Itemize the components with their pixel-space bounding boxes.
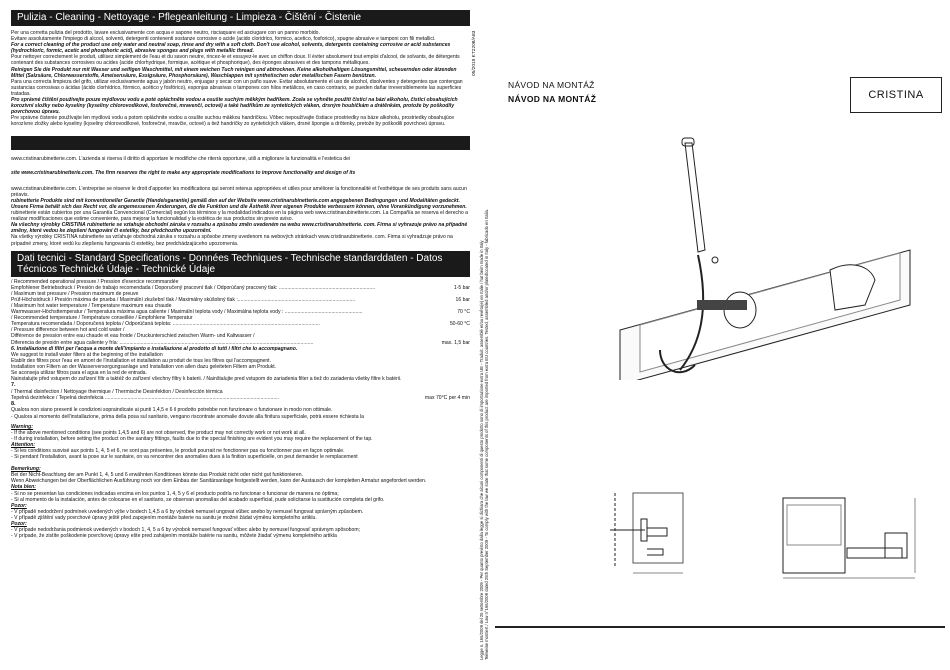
warning-heading: Pozor: [11,502,27,509]
warning-line: - V prípade, že zistíte poškodenie povrchovej úpravy ešte pred zahájením montáže batérie na sanitu, môžete žiadať výmenu kompletného artikla [11,533,337,540]
dark-label-bar [697,300,747,310]
spec-label: Différence de pression entre eau chaude et eau froide / Druckunterschied zwischen Warm- und Kaltwasser / [11,333,255,340]
warranty-paragraph: Na všechny výrobky CRISTINA rubinetterie se vztahuje obchodní záruka v rozsahu a způsobu změn uvedeném na webu www.cristinarubinetterie. com. Firma si vyhrazuje právo na případné změny, které vedou ke zlepšení fungování či estetiky, bez předchozího upozornění. [11,222,468,235]
warning-heading: Attention: [11,441,36,448]
cleaning-paragraph: Pour nettoyer correctement le produit, utilisez simplement de l'eau et du savon neutre, rincez-le et essuyez-le avec un chiffon doux. Il éviter absolument tout emploi d'alcool, de solvants, de détergents contenant des substances corrosives ou acides (acide chlorhydrique, formique, acétique et phosphorique), des éponges abrasives et des tampons métalliques. [11,54,460,67]
warning-heading: Warning: [11,423,33,430]
warning-block [11,466,470,484]
filter-line: We suggest to install water filters at the beginning of the installation [11,351,163,358]
spec-label: / Maximum hot water temperature / Temperature maximum eau chaude [11,303,172,309]
spec-label: / Recommended temperature / Température conseillée / Empfohlene Temperatur [11,315,193,322]
filter-line: Installation von Filtern an der Wasserversorgungsanlage und Installation von allen dazu geleiteten Filtern am Produkt. [11,363,277,370]
cleaning-paragraph: Pre správne čistenie používajte len mydlovú vodu a potom opláchnite vodou a osušte suchou mäkkou handričkou. Vôbec nepoužívajte čistiace prostriedky na báze alkoholu, prostriedky obsahujúce korozívne zložky alebo kyseliny (kyseliny chlorovodíkové, fosforečné, mravčie, octové) a tiež handričky zo syntetických vláken, drsné špongie a drôtenky, pretože by poškodili povrchovú úpravu. [11,115,455,128]
warning-block [11,484,470,502]
spec-label: / Maximum test pressure / Pression maximum de preuve [11,290,139,297]
title-area [508,80,596,104]
warning-line: - Si pendant l'installation, avant la pose sur le sanitaire, on va rencontrer des anomalies dues à la finition superficielle, on peut demander le remplacement [11,454,358,461]
vertical-legal-text [470,10,489,665]
filter-line: Etablir des filtres pour l'eau en amont de l'installation et installation au produit de tous les filtres qui l'accompagnent. [11,357,272,364]
spec-label: Diferencia de presión entre agua caliente y fría: ......................................................................................................................................... [11,339,314,346]
warning-line: Bei der Nicht-Beachtung der am Punkt 1, 4, 5 und 6 erwähnten Konditionen könnte das Produkt nicht oder nicht gut funktionieren. [11,472,303,479]
cleaning-section [11,30,470,128]
spec-label: Empfohlener Betriebsdruck / Presión de trabajo recomendada / Doporučený pracovní tlak / Odporúčaný pracovný tlak: .................................................................... [11,284,376,291]
spec-label: Prüf-Höchstdruck / Presión máxima de prueba / Maximální zkušební tlak / Maximálny skúšobný tlak :................................................................................... [11,296,356,303]
title-line-2: NÁVOD NA MONTÁŽ [508,94,597,104]
thermal-value-label: Tepelná dezinfekce / Tepelná dezinfekcia ........................................................................................................................... [11,394,279,401]
black-band [11,136,470,150]
spec-value: 16 bar [455,296,470,303]
warning-line: - Si les conditions susvisé aux points 1, 4, 5 et 6, ne sont pas présentes, le produit pourrait ne fonctionner pas ou fonctionner pas en façon optimale. [11,447,345,454]
cleaning-paragraph: Reinigen Sie die Produkt nur mit Wasser und seifigen Waschmittel, mit einem weichen Tuch reinigen und abtrocknen. Keine alkoholhaltigen Lösungsmittel, scheuernden oder ätzenden Mittel (Salzsäure, Chlorwasserstoffe, Ameisensäure, Essigsäure, Phosphorsäure), Waschlappen mit synthetischen oder metallischen Fasern benützen. [11,66,457,79]
doc-code: 05/2019 KT2208/A83 [472,30,477,76]
spec-value: 50-60 °C [449,321,470,328]
thermal-value: max 70°C per 4 min [424,394,470,401]
cleaning-header: Pulizia - Cleaning - Nettoyage - Pflegeanleitung - Limpieza - Čištění - Čistenie [11,10,470,26]
warning-line: - Si no se presentan las condiciones indicadas encima en los puntos 1, 4, 5 y 6 el producto podría no funcionar o funcionar de manera no óptima; [11,490,339,497]
spec-label: Warmwasser-Höchsttemperatur / Temperatura máxima agua caliente / Maximální teplota vody / Maximálna teplota vody : ....................................................... [11,309,363,316]
warning-heading: Pozor: [11,521,27,527]
filter-line: Nainstalujte před vstupem do zařízení filtr a taktéž do zařízení všechny filtry k baterii. / Nainštalujte pred vstupom do zariadenia filter a tiež do zariadenia všetky filtre k batérii. [11,376,402,383]
spec-label: / Recommended operational pressure / Pression d'esercice recommandée [11,278,179,285]
warranty-paragraph: rubinetterie están cubiertos por una Garantía Convencional (Comercial) según los términos y la modalidad indicados en la página web www.cristinarubinetterie.com. La Compañía se reserva el derecho a realizar modificaciones que estime conveniente, para mejorar la funcionalidad y la estética de sus productos sin previo aviso. [11,210,468,223]
warranty-paragraph: www.cristinarubinetterie.com. L'entreprise se réserve le droit d'apporter les modifications qui seront retenus appropriées et utiles pour améliorer la fonctionnalité et l'esthétique de ses produits sans aucun préavis. [11,185,467,198]
product-illustration [600,130,940,380]
spec-value: 70 °C [457,309,470,316]
warranty-paragraph: rubinetterie Produkte sind mit konventioneller Garantie (Handelsgarantie) gemäß den auf der Website www.cristinarubinetterie.com angegebenen Bedingungen und Modalitäten gedeckt. Unsere Firma behält sich das Recht vor, die angemessenen Änderungen, die die Funktion und die Ästhetik ihrer eigenen Produkte verbessern können, ohne Vorankündigung vorzunehmen. [11,197,467,210]
warranty-paragraph: site www.cristinarubinetterie.com. The firm reserves the right to make any appropriate modifications to improve functionality and design of its [11,169,356,176]
cleaning-paragraph: Per una corretta pulizia del prodotto, lavare esclusivamente con acqua e sapone neutro, risciaquare ed asciugare con un panno morbido. [11,30,320,36]
spec-label: / Pressure difference between hot and cold water / [11,327,125,334]
note-8: Qualora non siano presenti le condizioni sopraindicate ai punti 1,4,5 e 6 il prodotto potrebbe non funzionare o funzionare in modo non ottimale. [11,407,333,414]
warning-heading: Nota bien: [11,484,36,491]
front-view-drawing [775,483,925,583]
left-column [11,10,470,668]
warning-block [11,503,470,521]
warning-line: Wenn Abweichungen bei der Oberflächlichen Ausführung noch vor dem Einbau der Sanitärsanlage festgestellt werden, kann der Austausch der kompletten Armatur angefordert werden. [11,478,427,485]
title-line-1: NÁVOD NA MONTÁŽ [508,80,595,90]
thermal-label: / Thermal disinfection / Nettoyage thermique / Thermische Desinfektion / Desinfección térmica [11,388,223,395]
warranty-paragraph: Na všetky výrobky CRISTINA rubinetterie sa vzťahuje obchodná záruka v rozsahu a spôsobe zmeny uvedenom na webových stránkach www.cristinarubinetterie. com. Firma si vyhradzuje právo na prípadné zmeny, ktoré vedú ku zlepšeniu fungovania či estetiky, bez predchádzajúceho upozornenia. [11,234,453,247]
warning-line: - V prípade nedodržania podmienok uvedených v bodoch 1, 4, 5 a 6 by výrobok nemusel fungovať vôbec alebo by nemusel fungovať správnym spôsobom; [11,527,360,534]
warning-line: - V případě zjištění vady povrchové úpravy ještě před zapojením montáže baterie na sanitu je možné žádat výměnu kompletního artiklu. [11,514,317,521]
warranty-paragraph: www.cristinarubinetterie.com. L'azienda si riserva il diritto di apportare le modifiche che riterrà opportune, utili a migliorare la funzionalità e l'estetica dei [11,155,351,162]
side-view-drawing [605,483,730,583]
warning-block [11,442,470,460]
filter-line: Se aconseja utilizar filtros para el agua en la red de entrada. [11,370,147,377]
cleaning-paragraph: Pro správné čištění používejte pouze mýdlovou vodu a poté opláchněte vodou a osušte suchým měkkým hadříkem. Zcela se vyhněte použití čisticí na bázi alkoholu, čisticí obsahujících korozivní složky nebo kyseliny (kyseliny chlorovodíkové, fosforečné, mravenčí, octové) a také hadříkům ze syntetických vláken, drsným houbičkám a drátěnkám, protože by poškodily povrchovou úpravu. [11,97,458,116]
specs-header: Dati tecnici - Standard Specifications - Données Techniques - Technische standarddaten - Datos Técnicos Technické Údaje - Technické Údaje [11,251,470,277]
note-8b: - Qualora al momento dell'installazione, prima della posa sul sanitario, vengano riscontrate anomalie dovute alla finitura superficiale, potrà essere richiesta la [11,413,364,420]
cleaning-paragraph: Evitare assolutamente l'impiego di alcool, solventi, detergenti contenenti sostanze corrosive o acide (acido cloridrico, formico, acetico, fosforico), spugne abrasive e tamponi con fili metallici. [11,36,436,43]
spec-row [11,340,470,346]
warning-block [11,521,470,539]
cleaning-paragraph: Para una correcta limpieza del grifo, utilizar exclusivamente agua y jabón neutro, enjuagar y secar con un paño suave. Evitar absolutamente el uso de alcohol, disolventes y detergentes que contengan sustancias corrosivas o ácidas (ácido clorhídrico, fórmico, acético y fosfórico), esponjas abrasivas o tampones con hilos metálicos, en caso contrario, se pueden dañar irreversiblemente las superficies tratadas. [11,78,463,97]
warning-line: - V případě nedodržení podmínek uvedených výše v bodech 1,4,5 a 6 by výrobek nemusel ungovat vůbec anebo by nemusel fungovat správným způsobem. [11,508,364,515]
legal-note-2: Teilweise montiert / Law n°166/2009 dated 25th September 2009 - To comply with the law we state that some components of this product are imported from extra EU countries. Tested, assembled and/or plated/coated in Italy - fabricado en Italia. [484,209,489,660]
filters-heading: 6. Installazione di filtri per l'acqua a monte dell'impianto e installazione al prodotto di tutti i filtri che lo accompagnano. [11,345,298,352]
item-8: 8. [11,400,16,407]
item-7: 7. [11,382,16,389]
warning-line: - If the above mentioned conditions (see points 1,4,5 and 6) are not observed, the product may not correctly work or not work at all. [11,429,306,436]
warranty-section [11,156,470,247]
warnings-section [11,424,470,540]
warning-heading: Bemerkung: [11,466,41,473]
warning-line: - If during installation, before setting the product on the sanitary fittings, faults due to the special finishing are evident you may require the replacement of the tap. [11,435,373,442]
cleaning-paragraph: For a correct cleaning of the product use only water and neutral soap, rinse and dry with a soft cloth. Don't use alcohol, solvents, detergents containing corrosive or acid substances (hydrochloric, formic, acetic and phosphoric acid), abrasive sponges and plugs with metallic thread. [11,42,451,55]
spec-value: max. 1,5 bar [441,339,470,346]
spec-label: Temperatura recomendada / Doporučená teplota / Odporúčaná teplota: ........................................................................................................ [11,321,320,328]
thermal-value-row [11,395,470,401]
warning-block [11,424,470,442]
specs-section [11,279,470,420]
brand-logo: CRISTINA [850,77,942,113]
right-separator [495,626,945,628]
spec-value: 1-5 bar [453,284,470,291]
warning-line: - Si al momento de la instalación, antes de colocarse en el sanitario, se observan anomalías del acabado superficial, pude solicitarse la sustitución completa del grifo. [11,496,385,503]
legal-note-1: Legge n. 166/2009 del 25 settembre 2009 - Per quanto previsto dalla legge si dichiara che alcuni componenti di questo prodotto sono di importazione extra UE - Traduit, assemblé et/ou revêtu(e) en Italie / hat beim made in Italy [479,240,484,660]
